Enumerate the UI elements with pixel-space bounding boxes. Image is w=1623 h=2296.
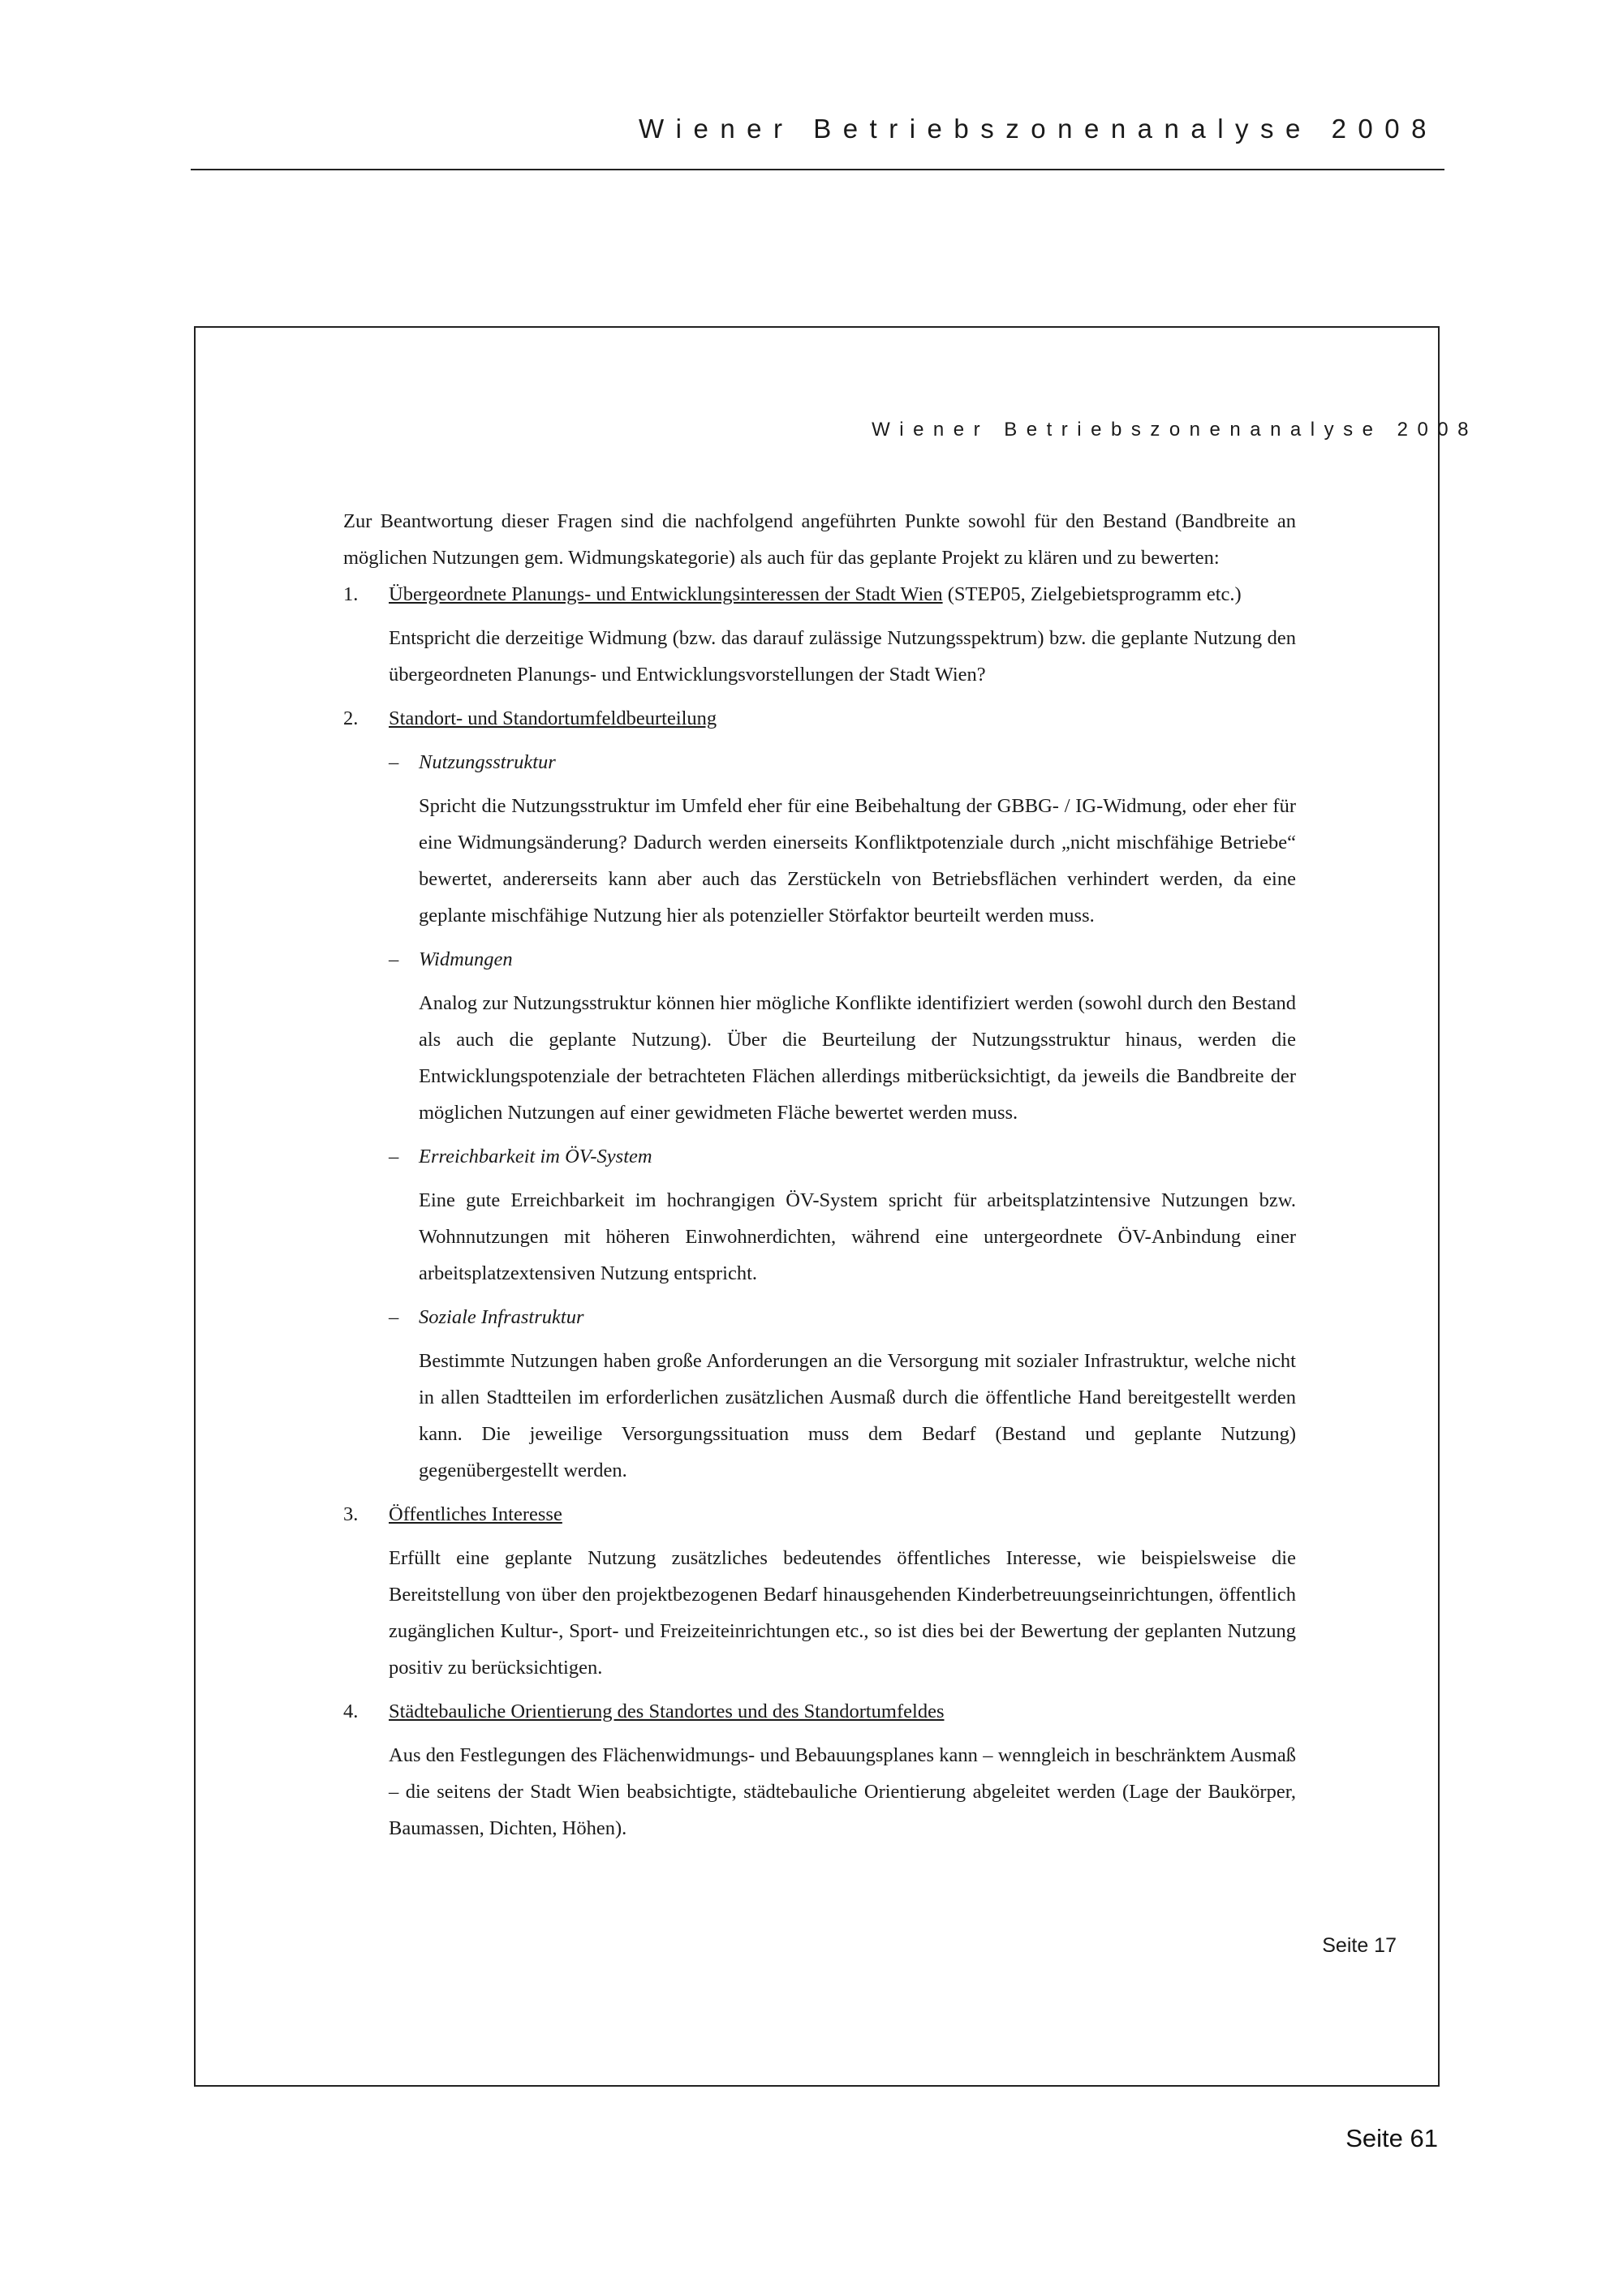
item-2-heading: Standort- und Standortumfeldbeurteilung [389, 707, 717, 729]
sub-item-erreichbarkeit [343, 1138, 1296, 1175]
item-1-heading-suffix: (STEP05, Zielgebietsprogramm etc.) [942, 583, 1242, 605]
sub-heading: Soziale Infrastruktur [419, 1306, 584, 1328]
item-4-heading: Städtebauliche Orientierung des Standortes und des Standortumfeldes [389, 1701, 945, 1722]
sub-item-soziale-infrastruktur [343, 1299, 1296, 1335]
sub-heading: Nutzungsstruktur [419, 751, 556, 773]
embedded-page-header: Wiener Betriebszonenanalyse 2008 [872, 419, 1478, 441]
sub-item-widmungen [343, 941, 1296, 978]
sub-item-nutzungsstruktur [343, 744, 1296, 780]
page-number: Seite 61 [1345, 2124, 1438, 2152]
list-item-3 [343, 1496, 1296, 1533]
dash-bullet: – [389, 1306, 399, 1328]
sub-text: Eine gute Erreichbarkeit im hochrangigen ÖV-System spricht für arbeitsplatzintensive Nutzungen bzw. Wohnnutzungen mit höheren Einwohnerdichten, während eine untergeordnete ÖV-Anbindung einer arbeitsplatzextensiven Nutzung entspricht. [419, 1189, 1296, 1284]
list-item-2 [343, 700, 1296, 737]
dash-bullet: – [389, 948, 399, 970]
page-header-title: Wiener Betriebszonenanalyse 2008 [639, 114, 1438, 144]
list-number: 3. [343, 1503, 359, 1525]
header-divider [191, 169, 1444, 170]
embedded-page-content [343, 503, 1296, 1847]
dash-bullet: – [389, 1146, 399, 1167]
item-4-text: Aus den Festlegungen des Flächenwidmungs- und Bebauungsplanes kann – wenngleich in beschränktem Ausmaß – die seitens der Stadt Wien beabsichtigte, städtebauliche Orientierung abgeleitet werden (Lage der Baukörper, Baumassen, Dichten, Höhen). [389, 1744, 1296, 1839]
list-item-4 [343, 1693, 1296, 1730]
list-number: 2. [343, 707, 359, 729]
embedded-page-number: Seite 17 [1322, 1934, 1397, 1957]
item-1-heading: Übergeordnete Planungs- und Entwicklungsinteressen der Stadt Wien [389, 583, 943, 605]
list-number: 4. [343, 1701, 359, 1722]
dash-bullet: – [389, 751, 399, 773]
sub-text: Bestimmte Nutzungen haben große Anforderungen an die Versorgung mit sozialer Infrastruktur, welche nicht in allen Stadtteilen im erforderlichen zusätzlichen Ausmaß durch die öffentliche Hand bereitgestellt werden kann. Die jeweilige Versorgungssituation muss dem Bedarf (Bestand und geplante Nutzung) gegenübergestellt werden. [419, 1350, 1296, 1481]
item-3-text: Erfüllt eine geplante Nutzung zusätzliches bedeutendes öffentliches Interesse, wie beispielsweise die Bereitstellung von über den projektbezogenen Bedarf hinausgehenden Kinderbetreuungseinrichtungen, öffentlich zugänglichen Kultur-, Sport- und Freizeiteinrichtungen etc., so ist dies bei der Bewertung der geplanten Nutzung positiv zu berücksichtigen. [389, 1547, 1296, 1679]
intro-paragraph: Zur Beantwortung dieser Fragen sind die nachfolgend angeführten Punkte sowohl für den Bestand (Bandbreite an möglichen Nutzungen gem. Widmungskategorie) als auch für das geplante Projekt zu klären und zu bewerten: [343, 510, 1296, 569]
list-item-1 [343, 576, 1296, 613]
sub-text: Spricht die Nutzungsstruktur im Umfeld eher für eine Beibehaltung der GBBG- / IG-Widmung, oder eher für eine Widmungsänderung? Dadurch werden einerseits Konfliktpotenziale durch „nicht mischfähige Betriebe“ bewertet, andererseits kann aber auch das Zerstückeln von Betriebsflächen verhindert werden, da eine geplante mischfähige Nutzung hier als potenzieller Störfaktor beurteilt werden muss. [419, 795, 1296, 927]
list-number: 1. [343, 583, 359, 605]
sub-heading: Erreichbarkeit im ÖV-System [419, 1146, 652, 1167]
item-1-text: Entspricht die derzeitige Widmung (bzw. das darauf zulässige Nutzungsspektrum) bzw. die geplante Nutzung den übergeordneten Planungs- und Entwicklungsvorstellungen der Stadt Wien? [389, 627, 1296, 686]
sub-text: Analog zur Nutzungsstruktur können hier mögliche Konflikte identifiziert werden (sowohl durch den Bestand als auch die geplante Nutzung). Über die Beurteilung der Nutzungsstruktur hinaus, werden die Entwicklungspotenziale der betrachteten Flächen allerdings mitberücksichtigt, da jeweils die Bandbreite der möglichen Nutzungen auf einer gewidmeten Fläche bewertet werden muss. [419, 992, 1296, 1124]
item-3-heading: Öffentliches Interesse [389, 1503, 562, 1525]
sub-heading: Widmungen [419, 948, 513, 970]
embedded-page-frame [194, 326, 1478, 2087]
